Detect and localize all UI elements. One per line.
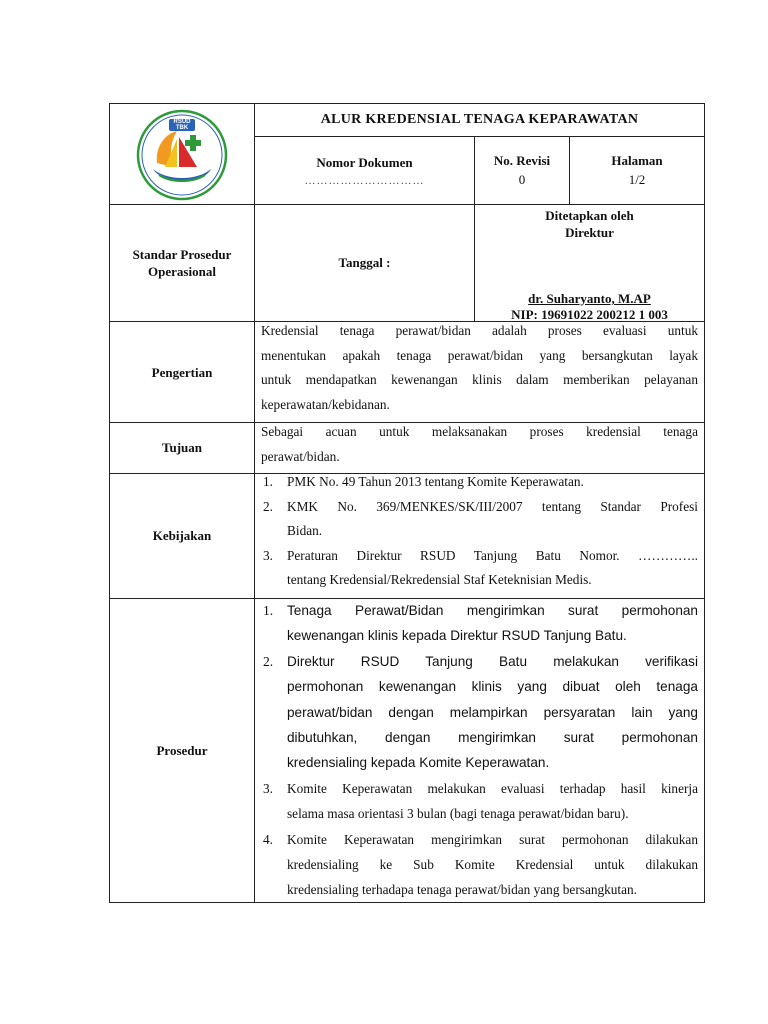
kebijakan-line: Peraturan Direktur RSUD Tanjung Batu Nomor. ………….. — [287, 547, 698, 563]
border-right — [704, 103, 705, 903]
pengertian-line: menentukan apakah tenaga perawat/bidan yang bersangkutan layak — [261, 347, 698, 363]
logo-lettering: RSUD TBK — [173, 119, 191, 131]
prosedur-label: Prosedur — [156, 742, 208, 758]
pengertian-line: keperawatan/kebidanan. — [261, 396, 390, 412]
kebijakan-item — [261, 470, 698, 495]
approval-cell — [475, 205, 704, 321]
prosedur-line: kredensialing ke Sub Komite Kredensial untuk dilakukan — [287, 857, 698, 873]
approver-nip: NIP: 19691022 200212 1 003 — [511, 307, 668, 322]
prosedur-line: Komite Keperawatan mengirimkan surat permohonan dilakukan — [287, 831, 698, 847]
list-number: 3. — [263, 547, 273, 563]
prosedur-line: kredensialing terhadapa tenaga perawat/bidan yang bersangkutan. — [287, 882, 638, 898]
approver-name: dr. Suharyanto, M.AP — [528, 291, 651, 306]
revision-cell — [475, 137, 569, 204]
tujuan-label: Tujuan — [162, 440, 202, 455]
prosedur-line: selama masa orientasi 3 bulan (bagi tenaga perawat/bidan baru). — [287, 806, 629, 822]
list-number: 2. — [263, 653, 274, 669]
prosedur-line: kewenangan klinis kepada Direktur RSUD Tanjung Batu. — [287, 628, 627, 644]
prosedur-line: Komite Keperawatan melakukan evaluasi terhadap hasil kinerja — [287, 780, 698, 796]
sop-document — [109, 103, 705, 903]
doc-number-label: Nomor Dokumen — [316, 154, 413, 170]
hospital-logo — [133, 109, 231, 201]
prosedur-line: Direktur RSUD Tanjung Batu melakukan verifikasi — [287, 653, 698, 669]
tujuan-text — [261, 420, 698, 469]
kebijakan-label: Kebijakan — [152, 528, 212, 543]
prosedur-line: Tenaga Perawat/Bidan mengirimkan surat permohonan — [287, 603, 698, 618]
doc-number-value: ………………………… — [304, 174, 425, 187]
prosedur-item — [261, 827, 698, 903]
kebijakan-item — [261, 495, 698, 544]
list-number: 1. — [263, 474, 273, 489]
prosedur-item — [261, 776, 698, 827]
list-number: 2. — [263, 498, 273, 514]
revision-label: No. Revisi — [493, 153, 551, 168]
prosedur-line: perawat/bidan dengan melampirkan persyaratan lain yang — [287, 704, 698, 720]
kebijakan-line: tentang Kredensial/Rekredensial Staf Keteknisian Medis. — [287, 572, 592, 588]
kebijakan-line: KMK No. 369/MENKES/SK/III/2007 tentang Standar Profesi — [287, 498, 698, 514]
kebijakan-item — [261, 544, 698, 593]
pengertian-line: untuk mendapatkan kewenangan klinis dalam memberikan pelayanan — [261, 372, 698, 388]
revision-value: 0 — [518, 172, 526, 187]
pengertian-label: Pengertian — [151, 364, 213, 380]
sop-label: Standar Prosedur Operasional — [132, 247, 232, 279]
approver-role: Direktur — [565, 225, 614, 240]
kebijakan-list — [261, 470, 698, 593]
prosedur-line: dibutuhkan, dengan mengirimkan surat permohonan — [287, 730, 698, 746]
list-number: 4. — [263, 831, 273, 847]
approved-by-text: Ditetapkan oleh — [545, 208, 634, 223]
prosedur-item — [261, 598, 698, 649]
pengertian-line: Kredensial tenaga perawat/bidan adalah proses evaluasi untuk — [261, 323, 698, 338]
date-label: Tanggal : — [338, 255, 391, 270]
prosedur-line: permohonan kewenangan klinis yang dibuat oleh tenaga — [287, 679, 698, 695]
list-number: 3. — [263, 780, 273, 796]
doc-number-cell — [255, 137, 474, 204]
prosedur-item — [261, 649, 698, 776]
page-label: Halaman — [611, 153, 663, 168]
page-cell — [570, 137, 704, 204]
page-value: 1/2 — [628, 172, 646, 187]
prosedur-list — [261, 598, 698, 903]
document-title: ALUR KREDENSIAL TENAGA KEPARAWATAN — [320, 112, 639, 127]
tujuan-line: Sebagai acuan untuk melaksanakan proses kredensial tenaga — [261, 424, 698, 439]
kebijakan-line: PMK No. 49 Tahun 2013 tentang Komite Keperawatan. — [287, 474, 584, 489]
list-number: 1. — [263, 603, 274, 618]
pengertian-text — [261, 319, 698, 417]
prosedur-line: kredensialing kepada Komite Keperawatan. — [287, 755, 550, 771]
tujuan-line: perawat/bidan. — [261, 448, 340, 464]
kebijakan-line: Bidan. — [287, 523, 323, 539]
